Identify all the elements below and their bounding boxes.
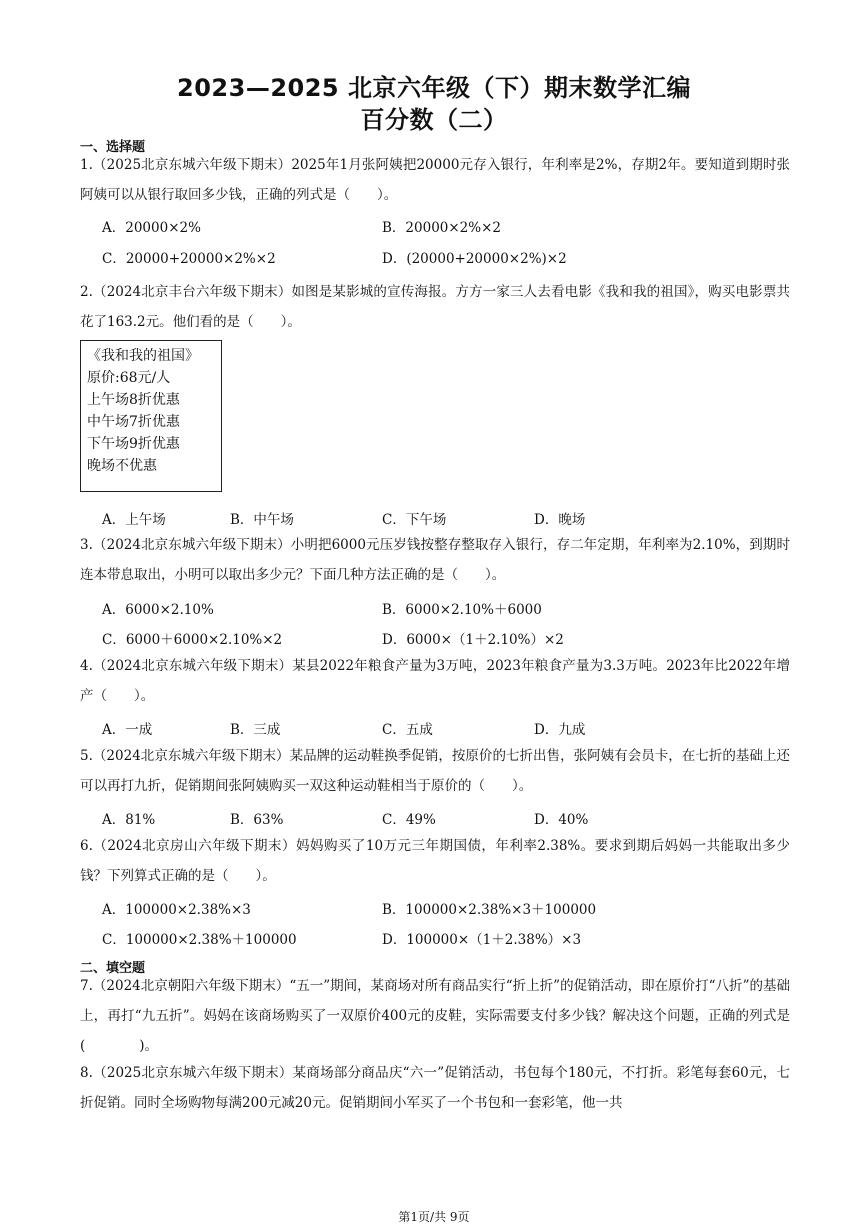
q5-option-a: A．81% [102,812,156,828]
q2-option-b: B．中午场 [230,512,294,528]
q6-option-b: B．100000×2.38%×3＋100000 [382,902,597,918]
section-heading-fill: 二、填空题 [80,961,146,976]
q6-option-a: A．100000×2.38%×3 [102,902,251,918]
q6-option-d: D．100000×（1＋2.38%）×3 [382,932,582,948]
q4-option-b: B．三成 [230,722,281,738]
page-footer: 第1页/共 9页 [398,1210,470,1224]
poster-line: 中午场7折优惠 [87,414,180,430]
question-1: 1.（2025北京东城六年级下期末）2025年1月张阿姨把20000元存入银行，年利率是2%，存期2年。要知道到期时张阿姨可以从银行取回多少钱，正确的列式是（ ）。 [80,157,790,203]
question-8: 8.（2025北京东城六年级下期末）某商场部分商品庆“六一”促销活动，书包每个180元，不打折。彩笔每套60元，七折促销。同时全场购物每满200元减20元。促销期间小军买了一个书包和一套彩笔，他一共 [80,1065,790,1111]
q4-option-c: C．五成 [382,722,433,738]
q3-option-a: A．6000×2.10% [102,602,214,618]
poster-line: 晚场不优惠 [87,458,157,474]
q1-option-c: C．20000+20000×2%×2 [102,251,276,267]
q3-option-b: B．6000×2.10%＋6000 [382,602,542,618]
poster-line: 原价:68元/人 [87,370,171,386]
question-4: 4.（2024北京东城六年级下期末）某县2022年粮食产量为3万吨，2023年粮食产量为3.3万吨。2023年比2022年增产（ ）。 [80,658,790,704]
q3-option-c: C．6000＋6000×2.10%×2 [102,632,283,648]
poster-line: 上午场8折优惠 [87,392,180,408]
q3-option-d: D．6000×（1＋2.10%）×2 [382,632,564,648]
movie-poster [80,340,222,492]
q1-option-a: A．20000×2% [102,220,201,236]
q1-option-b: B．20000×2%×2 [382,220,501,236]
question-3: 3.（2024北京东城六年级下期末）小明把6000元压岁钱按整存整取存入银行，存二年定期，年利率为2.10%，到期时连本带息取出，小明可以取出多少元？下面几种方法正确的是（ ）。 [80,537,790,583]
question-2: 2.（2024北京丰台六年级下期末）如图是某影城的宣传海报。方方一家三人去看电影《我和我的祖国》，购买电影票共花了163.2元。他们看的是（ ）。 [80,284,790,330]
question-6: 6.（2024北京房山六年级下期末）妈妈购买了10万元三年期国债，年利率2.38%。要求到期后妈妈一共能取出多少钱？下列算式正确的是（ ）。 [80,838,790,884]
poster-line: 下午场9折优惠 [87,436,180,452]
page-title: 2023—2025 北京六年级（下）期末数学汇编 [177,74,691,102]
q5-option-d: D．40% [534,812,589,828]
q1-option-d: D．(20000+20000×2%)×2 [382,251,567,267]
poster-line: 《我和我的祖国》 [87,348,199,364]
section-heading-choice: 一、选择题 [80,140,146,155]
q2-option-c: C．下午场 [382,512,447,528]
q5-option-b: B．63% [230,812,284,828]
q6-option-c: C．100000×2.38%＋100000 [102,932,297,948]
q5-option-c: C．49% [382,812,436,828]
q4-option-a: A．一成 [102,722,153,738]
q2-option-d: D．晚场 [534,512,586,528]
question-5: 5.（2024北京东城六年级下期末）某品牌的运动鞋换季促销，按原价的七折出售，张阿姨有会员卡，在七折的基础上还可以再打九折，促销期间张阿姨购买一双这种运动鞋相当于原价的（ ）。 [80,748,790,794]
q4-option-d: D．九成 [534,722,586,738]
q2-option-a: A．上午场 [102,512,166,528]
page-subtitle: 百分数（二） [360,106,508,134]
question-7: 7.（2024北京朝阳六年级下期末）“五一”期间，某商场对所有商品实行“折上折”的促销活动，即在原价打“八折”的基础上，再打“九五折”。妈妈在该商场购买了一双原价400元的皮鞋，实际需要支付多少钱？解决这个问题，正确的列式是( )。 [80,978,790,1054]
